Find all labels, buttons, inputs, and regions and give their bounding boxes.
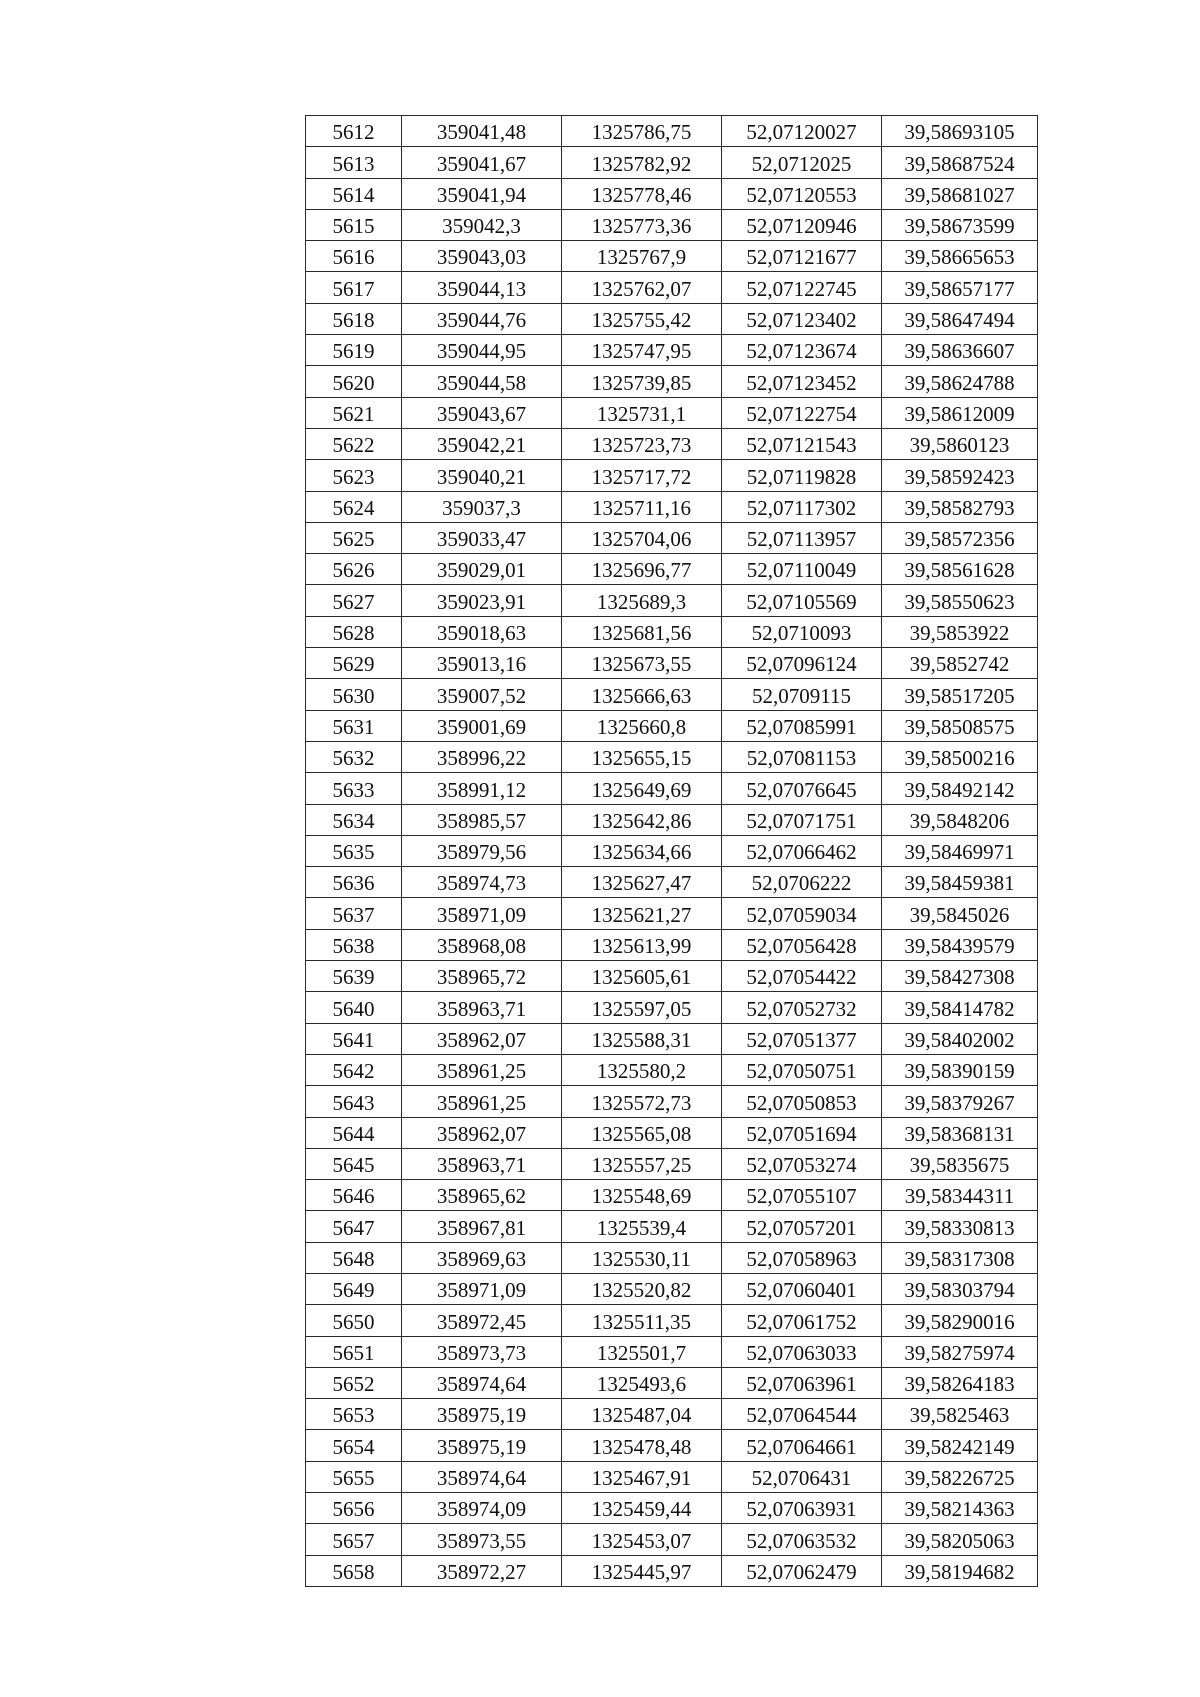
table-row (306, 773, 1038, 804)
longitude-cell: 39,58561628 (882, 554, 1038, 585)
longitude-cell: 39,58344311 (882, 1180, 1038, 1211)
latitude-cell: 52,07113957 (722, 522, 882, 553)
longitude-cell: 39,58517205 (882, 679, 1038, 710)
y-coordinate-cell: 1325548,69 (562, 1180, 722, 1211)
y-coordinate-cell: 1325666,63 (562, 679, 722, 710)
y-coordinate-cell: 1325773,36 (562, 209, 722, 240)
y-coordinate-cell: 1325613,99 (562, 929, 722, 960)
y-coordinate-cell: 1325634,66 (562, 835, 722, 866)
latitude-cell: 52,07063033 (722, 1336, 882, 1367)
x-coordinate-cell: 358965,72 (402, 961, 562, 992)
table-row (306, 648, 1038, 679)
latitude-cell: 52,07122745 (722, 272, 882, 303)
point-number-cell: 5652 (306, 1367, 402, 1398)
table-row (306, 272, 1038, 303)
longitude-cell: 39,58582793 (882, 491, 1038, 522)
table-row (306, 1524, 1038, 1555)
coordinates-table-body (306, 116, 1038, 1587)
latitude-cell: 52,07058963 (722, 1242, 882, 1273)
longitude-cell: 39,58414782 (882, 992, 1038, 1023)
table-row (306, 992, 1038, 1023)
latitude-cell: 52,07123674 (722, 335, 882, 366)
longitude-cell: 39,58500216 (882, 741, 1038, 772)
longitude-cell: 39,58693105 (882, 116, 1038, 147)
longitude-cell: 39,5860123 (882, 428, 1038, 459)
latitude-cell: 52,07122754 (722, 397, 882, 428)
table-row (306, 804, 1038, 835)
longitude-cell: 39,58205063 (882, 1524, 1038, 1555)
x-coordinate-cell: 359044,58 (402, 366, 562, 397)
y-coordinate-cell: 1325520,82 (562, 1273, 722, 1304)
point-number-cell: 5643 (306, 1086, 402, 1117)
y-coordinate-cell: 1325747,95 (562, 335, 722, 366)
latitude-cell: 52,07061752 (722, 1305, 882, 1336)
y-coordinate-cell: 1325767,9 (562, 241, 722, 272)
longitude-cell: 39,58226725 (882, 1461, 1038, 1492)
latitude-cell: 52,07117302 (722, 491, 882, 522)
point-number-cell: 5617 (306, 272, 402, 303)
table-row (306, 147, 1038, 178)
longitude-cell: 39,58290016 (882, 1305, 1038, 1336)
longitude-cell: 39,58275974 (882, 1336, 1038, 1367)
x-coordinate-cell: 359041,48 (402, 116, 562, 147)
y-coordinate-cell: 1325681,56 (562, 616, 722, 647)
point-number-cell: 5647 (306, 1211, 402, 1242)
x-coordinate-cell: 359044,76 (402, 303, 562, 334)
point-number-cell: 5631 (306, 710, 402, 741)
x-coordinate-cell: 358971,09 (402, 898, 562, 929)
table-row (306, 209, 1038, 240)
point-number-cell: 5636 (306, 867, 402, 898)
table-row (306, 710, 1038, 741)
point-number-cell: 5630 (306, 679, 402, 710)
latitude-cell: 52,07071751 (722, 804, 882, 835)
x-coordinate-cell: 359013,16 (402, 648, 562, 679)
point-number-cell: 5640 (306, 992, 402, 1023)
y-coordinate-cell: 1325605,61 (562, 961, 722, 992)
x-coordinate-cell: 359029,01 (402, 554, 562, 585)
y-coordinate-cell: 1325660,8 (562, 710, 722, 741)
table-row (306, 929, 1038, 960)
point-number-cell: 5646 (306, 1180, 402, 1211)
point-number-cell: 5650 (306, 1305, 402, 1336)
longitude-cell: 39,58303794 (882, 1273, 1038, 1304)
latitude-cell: 52,07050751 (722, 1054, 882, 1085)
table-row (306, 679, 1038, 710)
point-number-cell: 5644 (306, 1117, 402, 1148)
y-coordinate-cell: 1325572,73 (562, 1086, 722, 1117)
point-number-cell: 5615 (306, 209, 402, 240)
latitude-cell: 52,0712025 (722, 147, 882, 178)
point-number-cell: 5629 (306, 648, 402, 679)
latitude-cell: 52,0709115 (722, 679, 882, 710)
y-coordinate-cell: 1325696,77 (562, 554, 722, 585)
table-row (306, 303, 1038, 334)
longitude-cell: 39,58624788 (882, 366, 1038, 397)
x-coordinate-cell: 359043,67 (402, 397, 562, 428)
x-coordinate-cell: 359042,3 (402, 209, 562, 240)
y-coordinate-cell: 1325487,04 (562, 1399, 722, 1430)
longitude-cell: 39,58242149 (882, 1430, 1038, 1461)
point-number-cell: 5622 (306, 428, 402, 459)
point-number-cell: 5614 (306, 178, 402, 209)
latitude-cell: 52,07060401 (722, 1273, 882, 1304)
latitude-cell: 52,07121543 (722, 428, 882, 459)
latitude-cell: 52,07076645 (722, 773, 882, 804)
latitude-cell: 52,07110049 (722, 554, 882, 585)
y-coordinate-cell: 1325642,86 (562, 804, 722, 835)
y-coordinate-cell: 1325557,25 (562, 1148, 722, 1179)
x-coordinate-cell: 358973,55 (402, 1524, 562, 1555)
longitude-cell: 39,58402002 (882, 1023, 1038, 1054)
y-coordinate-cell: 1325539,4 (562, 1211, 722, 1242)
table-row (306, 1242, 1038, 1273)
latitude-cell: 52,07120946 (722, 209, 882, 240)
x-coordinate-cell: 358991,12 (402, 773, 562, 804)
y-coordinate-cell: 1325588,31 (562, 1023, 722, 1054)
latitude-cell: 52,07056428 (722, 929, 882, 960)
latitude-cell: 52,07064661 (722, 1430, 882, 1461)
y-coordinate-cell: 1325445,97 (562, 1555, 722, 1586)
longitude-cell: 39,58368131 (882, 1117, 1038, 1148)
y-coordinate-cell: 1325711,16 (562, 491, 722, 522)
latitude-cell: 52,07121677 (722, 241, 882, 272)
point-number-cell: 5656 (306, 1493, 402, 1524)
x-coordinate-cell: 358985,57 (402, 804, 562, 835)
longitude-cell: 39,58330813 (882, 1211, 1038, 1242)
x-coordinate-cell: 358996,22 (402, 741, 562, 772)
x-coordinate-cell: 358963,71 (402, 992, 562, 1023)
latitude-cell: 52,07063961 (722, 1367, 882, 1398)
latitude-cell: 52,07052732 (722, 992, 882, 1023)
x-coordinate-cell: 359044,95 (402, 335, 562, 366)
longitude-cell: 39,58681027 (882, 178, 1038, 209)
latitude-cell: 52,07063532 (722, 1524, 882, 1555)
longitude-cell: 39,58687524 (882, 147, 1038, 178)
latitude-cell: 52,07085991 (722, 710, 882, 741)
point-number-cell: 5612 (306, 116, 402, 147)
table-row (306, 1305, 1038, 1336)
table-row (306, 585, 1038, 616)
table-row (306, 1461, 1038, 1492)
latitude-cell: 52,07081153 (722, 741, 882, 772)
point-number-cell: 5653 (306, 1399, 402, 1430)
y-coordinate-cell: 1325755,42 (562, 303, 722, 334)
x-coordinate-cell: 358965,62 (402, 1180, 562, 1211)
coordinates-table (305, 115, 1038, 1587)
table-row (306, 1023, 1038, 1054)
y-coordinate-cell: 1325689,3 (562, 585, 722, 616)
point-number-cell: 5642 (306, 1054, 402, 1085)
table-row (306, 1086, 1038, 1117)
longitude-cell: 39,5852742 (882, 648, 1038, 679)
table-row (306, 428, 1038, 459)
latitude-cell: 52,07053274 (722, 1148, 882, 1179)
point-number-cell: 5658 (306, 1555, 402, 1586)
table-row (306, 835, 1038, 866)
point-number-cell: 5632 (306, 741, 402, 772)
latitude-cell: 52,07123452 (722, 366, 882, 397)
y-coordinate-cell: 1325739,85 (562, 366, 722, 397)
table-row (306, 1180, 1038, 1211)
longitude-cell: 39,58317308 (882, 1242, 1038, 1273)
y-coordinate-cell: 1325597,05 (562, 992, 722, 1023)
x-coordinate-cell: 358967,81 (402, 1211, 562, 1242)
point-number-cell: 5613 (306, 147, 402, 178)
table-row (306, 961, 1038, 992)
x-coordinate-cell: 359042,21 (402, 428, 562, 459)
point-number-cell: 5633 (306, 773, 402, 804)
table-row (306, 1054, 1038, 1085)
y-coordinate-cell: 1325621,27 (562, 898, 722, 929)
latitude-cell: 52,07105569 (722, 585, 882, 616)
longitude-cell: 39,58612009 (882, 397, 1038, 428)
point-number-cell: 5645 (306, 1148, 402, 1179)
longitude-cell: 39,58264183 (882, 1367, 1038, 1398)
y-coordinate-cell: 1325580,2 (562, 1054, 722, 1085)
table-row (306, 1430, 1038, 1461)
latitude-cell: 52,0706431 (722, 1461, 882, 1492)
longitude-cell: 39,58469971 (882, 835, 1038, 866)
point-number-cell: 5628 (306, 616, 402, 647)
table-row (306, 397, 1038, 428)
x-coordinate-cell: 358975,19 (402, 1399, 562, 1430)
table-row (306, 1148, 1038, 1179)
table-row (306, 741, 1038, 772)
latitude-cell: 52,07064544 (722, 1399, 882, 1430)
y-coordinate-cell: 1325655,15 (562, 741, 722, 772)
y-coordinate-cell: 1325530,11 (562, 1242, 722, 1273)
latitude-cell: 52,07096124 (722, 648, 882, 679)
point-number-cell: 5655 (306, 1461, 402, 1492)
point-number-cell: 5641 (306, 1023, 402, 1054)
y-coordinate-cell: 1325501,7 (562, 1336, 722, 1367)
x-coordinate-cell: 358972,45 (402, 1305, 562, 1336)
x-coordinate-cell: 358969,63 (402, 1242, 562, 1273)
table-row (306, 1273, 1038, 1304)
table-row (306, 554, 1038, 585)
x-coordinate-cell: 358972,27 (402, 1555, 562, 1586)
x-coordinate-cell: 359023,91 (402, 585, 562, 616)
x-coordinate-cell: 358962,07 (402, 1117, 562, 1148)
y-coordinate-cell: 1325723,73 (562, 428, 722, 459)
longitude-cell: 39,58592423 (882, 460, 1038, 491)
latitude-cell: 52,07059034 (722, 898, 882, 929)
x-coordinate-cell: 358974,64 (402, 1367, 562, 1398)
x-coordinate-cell: 359037,3 (402, 491, 562, 522)
x-coordinate-cell: 359044,13 (402, 272, 562, 303)
longitude-cell: 39,58194682 (882, 1555, 1038, 1586)
table-row (306, 867, 1038, 898)
y-coordinate-cell: 1325453,07 (562, 1524, 722, 1555)
longitude-cell: 39,5825463 (882, 1399, 1038, 1430)
longitude-cell: 39,58508575 (882, 710, 1038, 741)
x-coordinate-cell: 359040,21 (402, 460, 562, 491)
y-coordinate-cell: 1325478,48 (562, 1430, 722, 1461)
y-coordinate-cell: 1325704,06 (562, 522, 722, 553)
latitude-cell: 52,07050853 (722, 1086, 882, 1117)
longitude-cell: 39,5848206 (882, 804, 1038, 835)
table-row (306, 491, 1038, 522)
table-row (306, 898, 1038, 929)
point-number-cell: 5639 (306, 961, 402, 992)
latitude-cell: 52,07051377 (722, 1023, 882, 1054)
latitude-cell: 52,0706222 (722, 867, 882, 898)
longitude-cell: 39,58214363 (882, 1493, 1038, 1524)
longitude-cell: 39,5845026 (882, 898, 1038, 929)
latitude-cell: 52,07066462 (722, 835, 882, 866)
point-number-cell: 5624 (306, 491, 402, 522)
x-coordinate-cell: 358961,25 (402, 1086, 562, 1117)
latitude-cell: 52,07057201 (722, 1211, 882, 1242)
y-coordinate-cell: 1325762,07 (562, 272, 722, 303)
point-number-cell: 5627 (306, 585, 402, 616)
longitude-cell: 39,58439579 (882, 929, 1038, 960)
y-coordinate-cell: 1325717,72 (562, 460, 722, 491)
table-row (306, 1336, 1038, 1367)
y-coordinate-cell: 1325786,75 (562, 116, 722, 147)
y-coordinate-cell: 1325493,6 (562, 1367, 722, 1398)
point-number-cell: 5638 (306, 929, 402, 960)
point-number-cell: 5625 (306, 522, 402, 553)
y-coordinate-cell: 1325565,08 (562, 1117, 722, 1148)
latitude-cell: 52,07051694 (722, 1117, 882, 1148)
y-coordinate-cell: 1325782,92 (562, 147, 722, 178)
x-coordinate-cell: 359018,63 (402, 616, 562, 647)
y-coordinate-cell: 1325649,69 (562, 773, 722, 804)
point-number-cell: 5616 (306, 241, 402, 272)
longitude-cell: 39,58427308 (882, 961, 1038, 992)
longitude-cell: 39,58379267 (882, 1086, 1038, 1117)
table-row (306, 1555, 1038, 1586)
point-number-cell: 5626 (306, 554, 402, 585)
point-number-cell: 5648 (306, 1242, 402, 1273)
point-number-cell: 5657 (306, 1524, 402, 1555)
table-row (306, 366, 1038, 397)
table-row (306, 116, 1038, 147)
point-number-cell: 5654 (306, 1430, 402, 1461)
x-coordinate-cell: 358975,19 (402, 1430, 562, 1461)
point-number-cell: 5649 (306, 1273, 402, 1304)
latitude-cell: 52,0710093 (722, 616, 882, 647)
y-coordinate-cell: 1325511,35 (562, 1305, 722, 1336)
x-coordinate-cell: 359043,03 (402, 241, 562, 272)
point-number-cell: 5634 (306, 804, 402, 835)
x-coordinate-cell: 358971,09 (402, 1273, 562, 1304)
longitude-cell: 39,5835675 (882, 1148, 1038, 1179)
x-coordinate-cell: 358968,08 (402, 929, 562, 960)
longitude-cell: 39,58673599 (882, 209, 1038, 240)
point-number-cell: 5619 (306, 335, 402, 366)
y-coordinate-cell: 1325627,47 (562, 867, 722, 898)
latitude-cell: 52,07063931 (722, 1493, 882, 1524)
y-coordinate-cell: 1325467,91 (562, 1461, 722, 1492)
point-number-cell: 5651 (306, 1336, 402, 1367)
table-row (306, 1367, 1038, 1398)
longitude-cell: 39,58647494 (882, 303, 1038, 334)
table-row (306, 241, 1038, 272)
longitude-cell: 39,58665653 (882, 241, 1038, 272)
x-coordinate-cell: 358963,71 (402, 1148, 562, 1179)
x-coordinate-cell: 359033,47 (402, 522, 562, 553)
y-coordinate-cell: 1325778,46 (562, 178, 722, 209)
table-row (306, 1399, 1038, 1430)
table-row (306, 335, 1038, 366)
table-row (306, 616, 1038, 647)
longitude-cell: 39,58390159 (882, 1054, 1038, 1085)
point-number-cell: 5621 (306, 397, 402, 428)
longitude-cell: 39,58636607 (882, 335, 1038, 366)
point-number-cell: 5637 (306, 898, 402, 929)
point-number-cell: 5620 (306, 366, 402, 397)
longitude-cell: 39,5853922 (882, 616, 1038, 647)
x-coordinate-cell: 359041,67 (402, 147, 562, 178)
latitude-cell: 52,07120553 (722, 178, 882, 209)
x-coordinate-cell: 358962,07 (402, 1023, 562, 1054)
x-coordinate-cell: 358974,64 (402, 1461, 562, 1492)
longitude-cell: 39,58657177 (882, 272, 1038, 303)
point-number-cell: 5635 (306, 835, 402, 866)
y-coordinate-cell: 1325673,55 (562, 648, 722, 679)
table-row (306, 1117, 1038, 1148)
table-row (306, 522, 1038, 553)
latitude-cell: 52,07119828 (722, 460, 882, 491)
x-coordinate-cell: 358974,73 (402, 867, 562, 898)
table-row (306, 1211, 1038, 1242)
table-row (306, 460, 1038, 491)
table-row (306, 178, 1038, 209)
latitude-cell: 52,07120027 (722, 116, 882, 147)
point-number-cell: 5623 (306, 460, 402, 491)
longitude-cell: 39,58492142 (882, 773, 1038, 804)
x-coordinate-cell: 358961,25 (402, 1054, 562, 1085)
longitude-cell: 39,58550623 (882, 585, 1038, 616)
x-coordinate-cell: 359041,94 (402, 178, 562, 209)
x-coordinate-cell: 359007,52 (402, 679, 562, 710)
x-coordinate-cell: 358973,73 (402, 1336, 562, 1367)
longitude-cell: 39,58572356 (882, 522, 1038, 553)
latitude-cell: 52,07055107 (722, 1180, 882, 1211)
x-coordinate-cell: 358979,56 (402, 835, 562, 866)
y-coordinate-cell: 1325459,44 (562, 1493, 722, 1524)
point-number-cell: 5618 (306, 303, 402, 334)
y-coordinate-cell: 1325731,1 (562, 397, 722, 428)
longitude-cell: 39,58459381 (882, 867, 1038, 898)
latitude-cell: 52,07123402 (722, 303, 882, 334)
latitude-cell: 52,07062479 (722, 1555, 882, 1586)
x-coordinate-cell: 359001,69 (402, 710, 562, 741)
latitude-cell: 52,07054422 (722, 961, 882, 992)
table-row (306, 1493, 1038, 1524)
x-coordinate-cell: 358974,09 (402, 1493, 562, 1524)
